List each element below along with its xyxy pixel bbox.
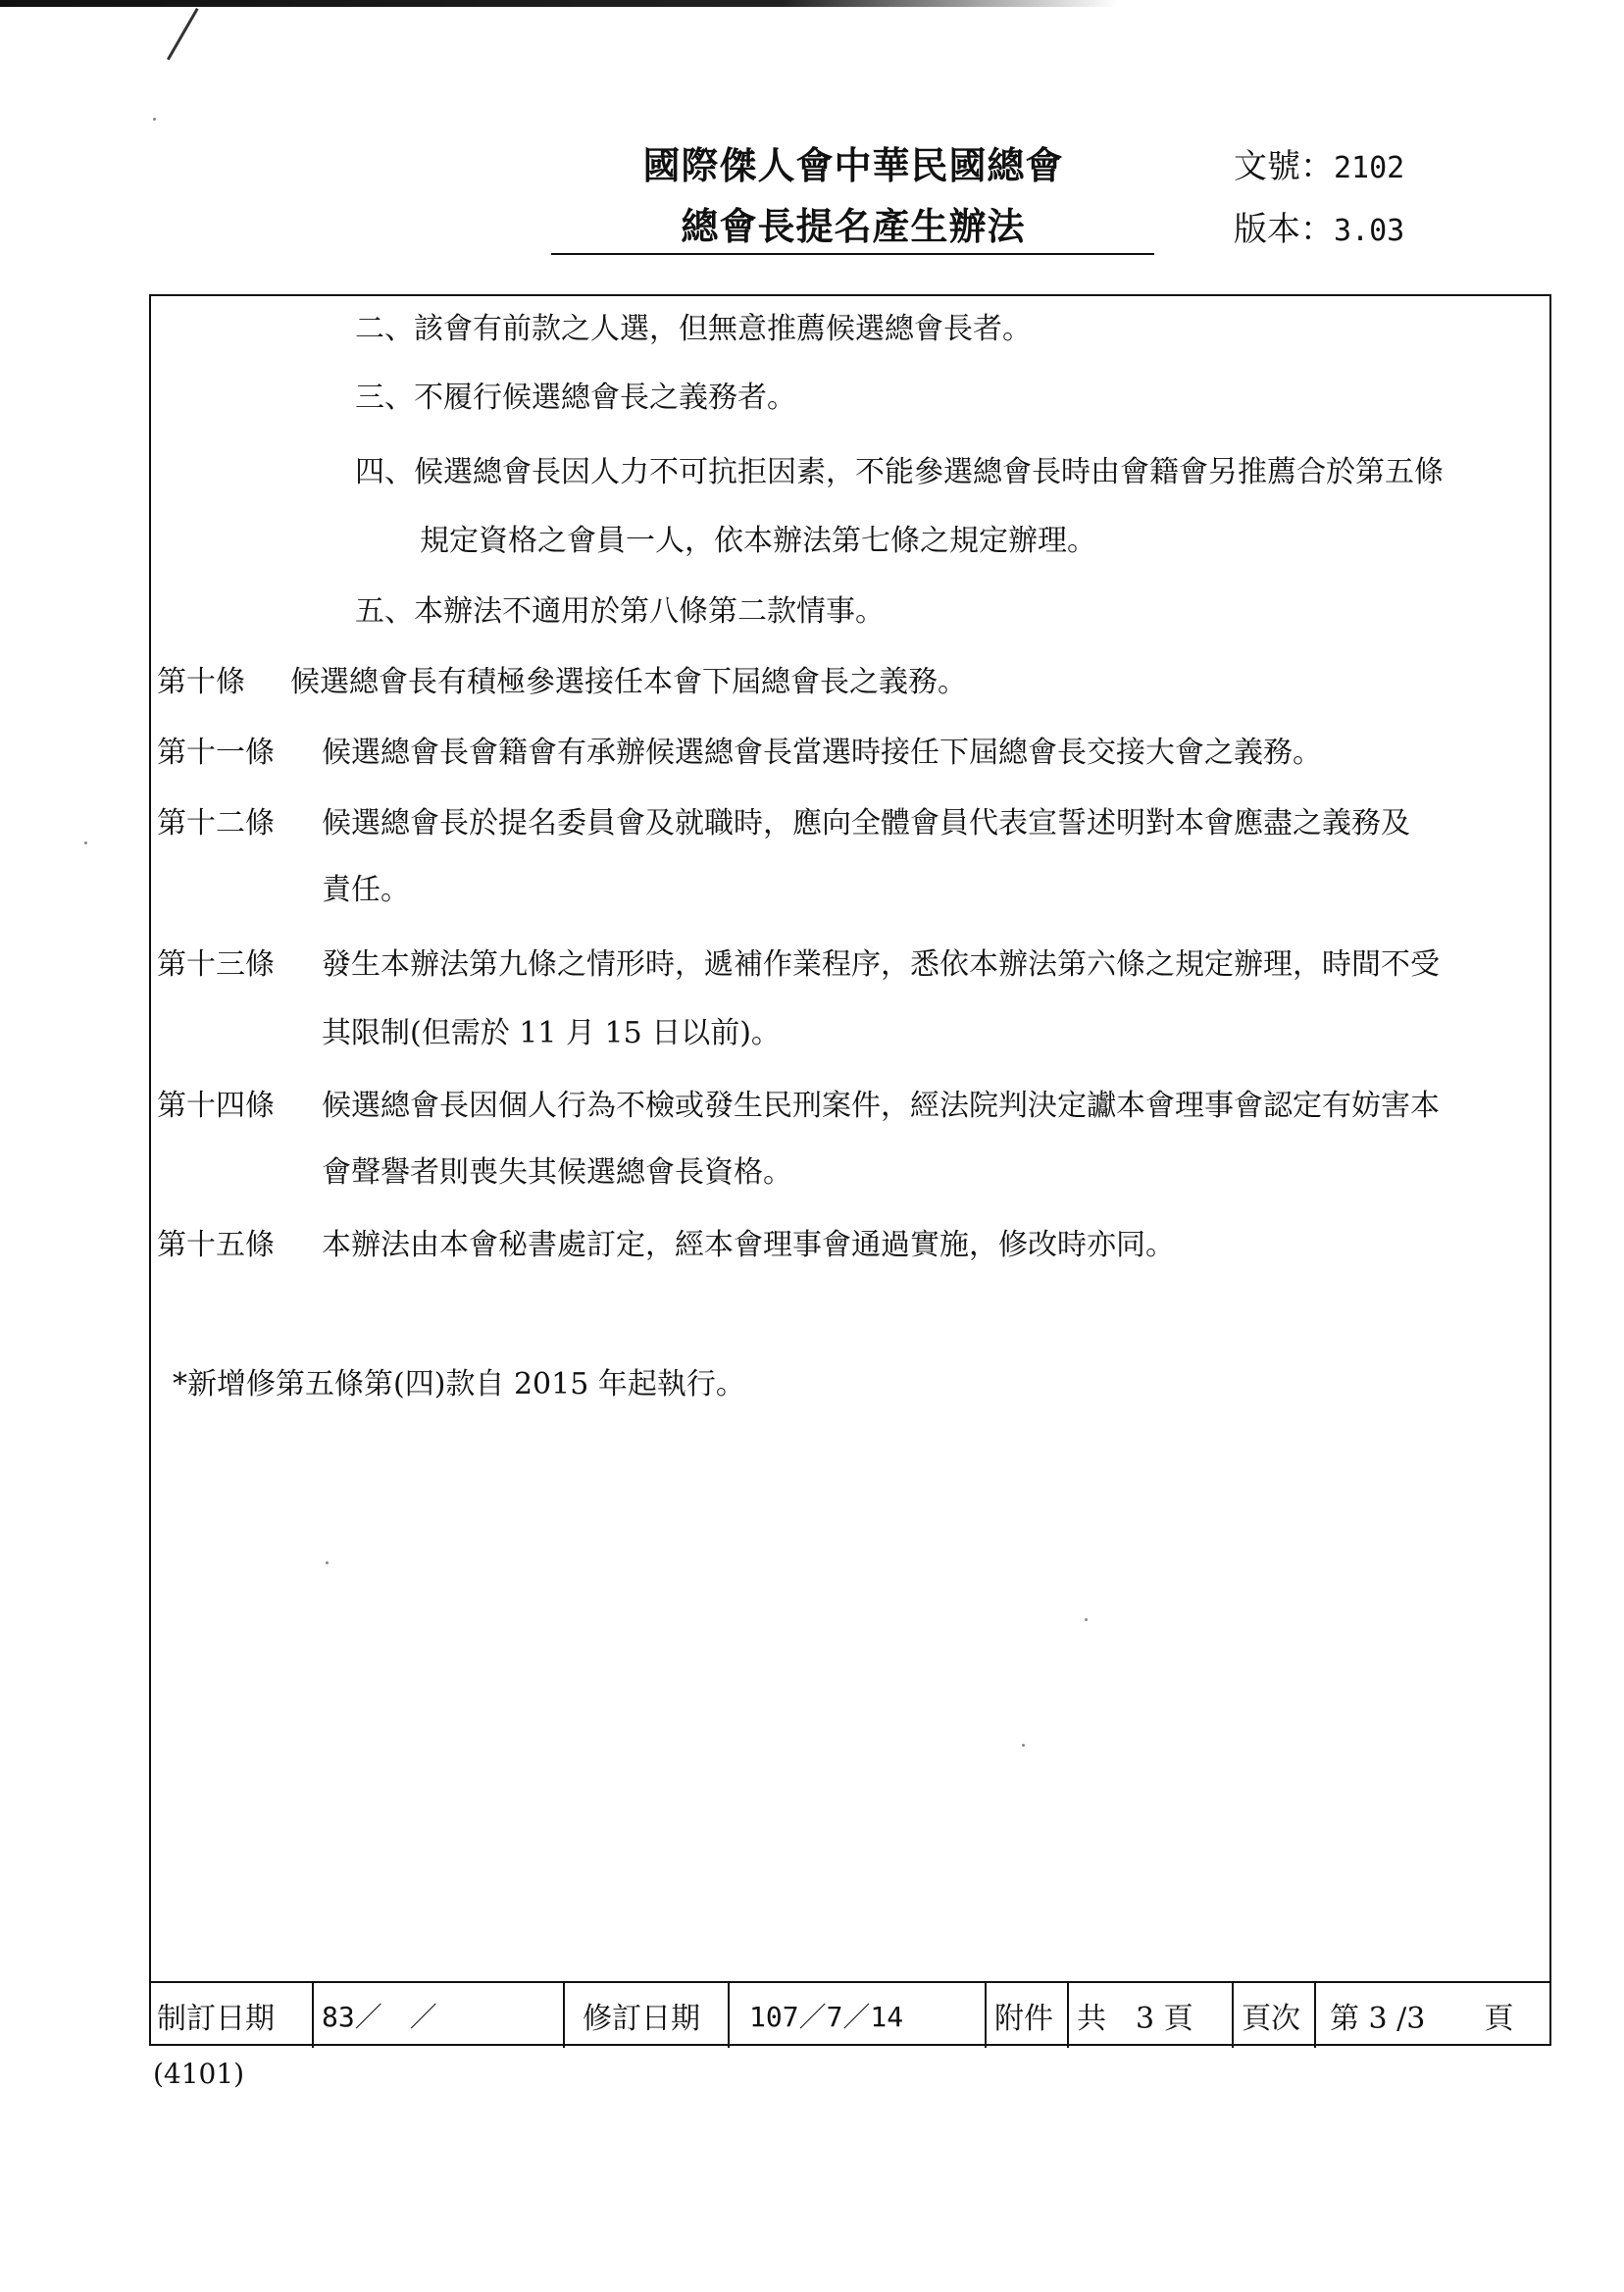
page-value: 第 3 /3 頁 <box>1330 2002 1514 2036</box>
enact-date-value: 83／ ／ <box>314 1983 565 2048</box>
page-label: 頁次 <box>1234 1983 1316 2048</box>
enact-date-label: 制訂日期 <box>149 1983 314 2048</box>
document-number-value: 2102 <box>1334 151 1405 185</box>
article-13-text-line2: 其限制(但需於 11 月 15 日以前)。 <box>322 1016 781 1050</box>
document-title-line1: 國際傑人會中華民國總會 <box>642 143 1064 187</box>
item-4-line2: 規定資格之會員一人，依本辦法第七條之規定辦理。 <box>420 524 1096 558</box>
document-title-line2: 總會長提名產生辦法 <box>681 204 1026 248</box>
attachment-label: 附件 <box>987 1983 1069 2048</box>
item-3: 三、不履行候選總會長之義務者。 <box>355 381 796 415</box>
form-code: (4101) <box>153 2058 245 2090</box>
article-12-label: 第十二條 <box>157 806 275 840</box>
footnote: *新增修第五條第(四)款自 2015 年起執行。 <box>173 1367 745 1401</box>
article-15-label: 第十五條 <box>157 1228 275 1262</box>
document-number <box>1234 139 1404 187</box>
document-number-label: 文號： <box>1234 147 1334 186</box>
article-15-text: 本辦法由本會秘書處訂定，經本會理事會通過實施，修改時亦同。 <box>322 1228 1175 1262</box>
article-10-text: 候選總會長有積極參選接任本會下屆總會長之義務。 <box>290 665 967 699</box>
article-11-text: 候選總會長會籍會有承辦候選總會長當選時接任下屆總會長交接大會之義務。 <box>322 736 1322 770</box>
item-2: 二、該會有前款之人選，但無意推薦候選總會長者。 <box>355 312 1032 346</box>
article-11-label: 第十一條 <box>157 736 275 770</box>
revise-date-value: 107／7／14 <box>730 1983 987 2048</box>
article-14-label: 第十四條 <box>157 1089 275 1123</box>
item-4-line1: 四、候選總會長因人力不可抗拒因素，不能參選總會長時由會籍會另推薦合於第五條 <box>355 455 1444 489</box>
article-14-text-line2: 會聲譽者則喪失其候選總會長資格。 <box>322 1155 792 1190</box>
revise-date-label: 修訂日期 <box>565 1983 730 2048</box>
article-13-text-line1: 發生本辦法第九條之情形時，遞補作業程序，悉依本辦法第六條之規定辦理，時間不受 <box>322 947 1440 982</box>
article-12-text-line2: 責任。 <box>322 873 410 907</box>
item-5: 五、本辦法不適用於第八條第二款情事。 <box>355 594 885 629</box>
attachment-value: 共 3 頁 <box>1069 1983 1234 2048</box>
document-version-label: 版本： <box>1234 210 1334 249</box>
title-underline <box>551 253 1154 255</box>
form-footer <box>149 1981 1551 2048</box>
scan-mark <box>167 8 199 60</box>
article-14-text-line1: 候選總會長因個人行為不檢或發生民刑案件，經法院判決定讞本會理事會認定有妨害本 <box>322 1089 1440 1123</box>
article-12-text-line1: 候選總會長於提名委員會及就職時，應向全體會員代表宣誓述明對本會應盡之義務及 <box>322 806 1410 840</box>
document-version <box>1234 202 1404 250</box>
article-13-label: 第十三條 <box>157 947 275 982</box>
article-10-label: 第十條 <box>157 665 245 699</box>
scan-edge-artifact <box>0 0 1118 7</box>
document-version-value: 3.03 <box>1334 214 1405 248</box>
